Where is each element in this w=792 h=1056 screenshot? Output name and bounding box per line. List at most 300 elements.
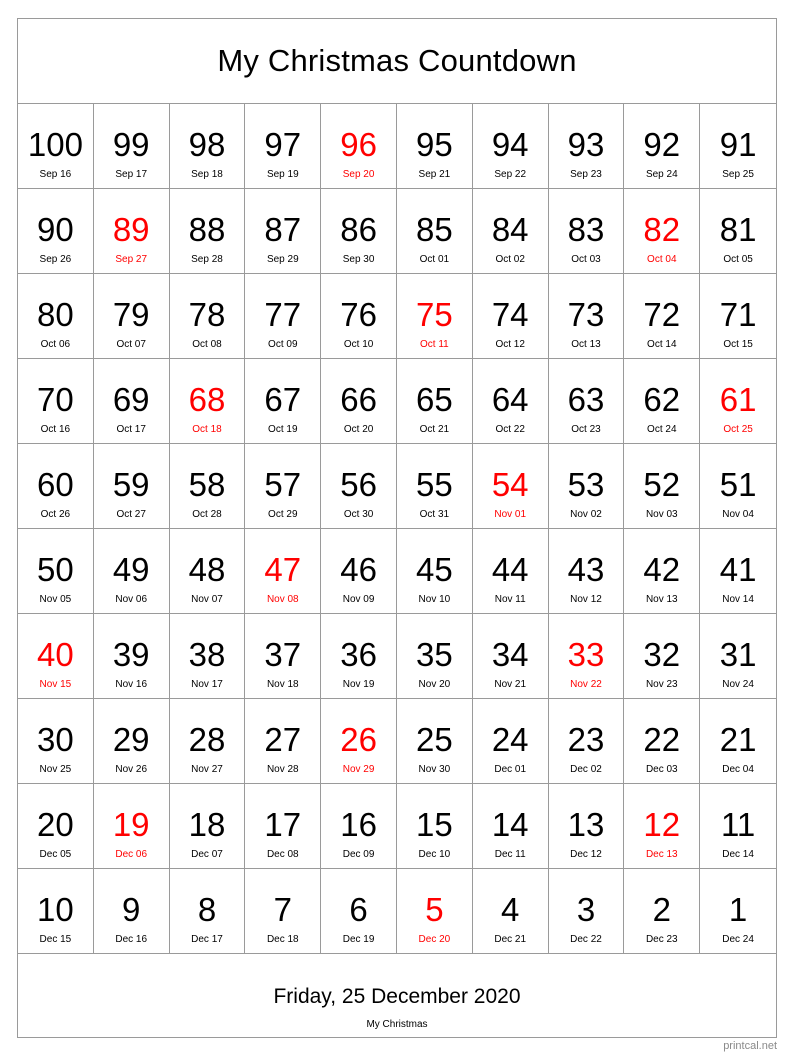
- christmas-date: Friday, 25 December 2020: [273, 985, 521, 1008]
- days-remaining-number: 23: [567, 721, 605, 758]
- countdown-cell: [18, 869, 94, 954]
- days-remaining-number: 80: [37, 296, 74, 333]
- cell-date-label: Nov 20: [418, 679, 451, 690]
- cell-date-label: Nov 22: [570, 679, 602, 690]
- days-remaining-number: 100: [27, 126, 83, 163]
- footer-label: My Christmas: [366, 1019, 428, 1030]
- cell-date-label: Sep 25: [722, 169, 754, 180]
- days-remaining-number: 42: [643, 551, 681, 588]
- days-remaining-number: 99: [112, 126, 150, 163]
- countdown-cell: [94, 869, 170, 954]
- countdown-cell: [624, 699, 700, 784]
- countdown-cell: [18, 699, 94, 784]
- cell-date-label: Dec 10: [418, 849, 451, 860]
- countdown-cell: [321, 359, 397, 444]
- days-remaining-number: 29: [112, 721, 150, 758]
- days-remaining-number: 12: [643, 806, 681, 843]
- days-remaining-number: 30: [37, 721, 74, 758]
- cell-date-label: Oct 25: [723, 424, 753, 435]
- days-remaining-number: 1: [728, 891, 748, 928]
- countdown-cell: [18, 529, 94, 614]
- countdown-cell: [170, 444, 246, 529]
- countdown-cell: [18, 444, 94, 529]
- countdown-cell: [94, 699, 170, 784]
- cell-date-label: Oct 21: [419, 424, 450, 435]
- countdown-cell: [170, 529, 246, 614]
- countdown-cell: [245, 529, 321, 614]
- cell-date-label: Sep 29: [266, 254, 299, 265]
- days-remaining-number: 24: [491, 721, 529, 758]
- countdown-cell: [321, 444, 397, 529]
- countdown-cell: [549, 189, 625, 274]
- days-remaining-number: 77: [264, 296, 302, 333]
- countdown-cell: [624, 189, 700, 274]
- cell-date-label: Sep 19: [266, 169, 299, 180]
- days-remaining-number: 89: [112, 211, 150, 248]
- days-remaining-number: 10: [37, 891, 74, 928]
- days-remaining-number: 20: [37, 806, 74, 843]
- countdown-cell: [94, 784, 170, 869]
- countdown-cell: [624, 274, 700, 359]
- days-remaining-number: 37: [264, 636, 302, 673]
- cell-date-label: Dec 16: [115, 934, 148, 945]
- days-remaining-number: 82: [643, 211, 681, 248]
- countdown-cell: [549, 359, 625, 444]
- days-remaining-number: 76: [340, 296, 377, 333]
- cell-date-label: Dec 20: [418, 934, 451, 945]
- countdown-cell: [397, 189, 473, 274]
- cell-date-label: Nov 26: [115, 764, 148, 775]
- countdown-cell: [473, 104, 549, 189]
- countdown-cell: [549, 784, 625, 869]
- cell-date-label: Oct 26: [40, 509, 71, 520]
- cell-date-label: Nov 05: [39, 594, 72, 605]
- days-remaining-number: 17: [264, 806, 302, 843]
- countdown-cell: [245, 614, 321, 699]
- days-remaining-number: 74: [491, 296, 529, 333]
- days-remaining-number: 28: [188, 721, 226, 758]
- countdown-cell: [700, 189, 776, 274]
- cell-date-label: Dec 19: [342, 934, 375, 945]
- cell-date-label: Dec 23: [645, 934, 678, 945]
- days-remaining-number: 98: [188, 126, 226, 163]
- cell-date-label: Nov 23: [645, 679, 678, 690]
- cell-date-label: Nov 19: [342, 679, 375, 690]
- countdown-cell: [94, 444, 170, 529]
- days-remaining-number: 40: [37, 636, 74, 673]
- countdown-cell: [473, 699, 549, 784]
- cell-date-label: Nov 27: [191, 764, 223, 775]
- countdown-cell: [321, 784, 397, 869]
- days-remaining-number: 63: [567, 381, 605, 418]
- cell-date-label: Nov 29: [342, 764, 375, 775]
- cell-date-label: Sep 24: [645, 169, 678, 180]
- cell-date-label: Oct 14: [647, 339, 677, 350]
- days-remaining-number: 64: [491, 381, 529, 418]
- countdown-cell: [170, 614, 246, 699]
- countdown-cell: [18, 104, 94, 189]
- cell-date-label: Oct 15: [723, 339, 753, 350]
- cell-date-label: Sep 30: [342, 254, 375, 265]
- countdown-cell: [397, 104, 473, 189]
- countdown-cell: [473, 189, 549, 274]
- countdown-cell: [473, 614, 549, 699]
- countdown-cell: [321, 104, 397, 189]
- days-remaining-number: 46: [340, 551, 377, 588]
- cell-date-label: Oct 19: [268, 424, 298, 435]
- countdown-cell: [170, 189, 246, 274]
- cell-date-label: Dec 07: [191, 849, 223, 860]
- countdown-grid: [18, 104, 776, 954]
- countdown-cell: [473, 869, 549, 954]
- countdown-cell: [18, 614, 94, 699]
- countdown-cell: [700, 359, 776, 444]
- days-remaining-number: 59: [112, 466, 150, 503]
- days-remaining-number: 85: [416, 211, 453, 248]
- cell-date-label: Nov 10: [418, 594, 451, 605]
- countdown-cell: [700, 104, 776, 189]
- countdown-cell: [700, 274, 776, 359]
- days-remaining-number: 47: [264, 551, 302, 588]
- countdown-cell: [397, 614, 473, 699]
- cell-date-label: Dec 13: [645, 849, 678, 860]
- days-remaining-number: 71: [719, 296, 757, 333]
- cell-date-label: Sep 23: [570, 169, 602, 180]
- days-remaining-number: 49: [112, 551, 150, 588]
- cell-date-label: Oct 03: [571, 254, 601, 265]
- cell-date-label: Oct 18: [192, 424, 222, 435]
- countdown-cell: [94, 359, 170, 444]
- cell-date-label: Oct 10: [343, 339, 374, 350]
- cell-date-label: Nov 04: [722, 509, 754, 520]
- cell-date-label: Nov 12: [570, 594, 602, 605]
- cell-date-label: Sep 28: [191, 254, 223, 265]
- days-remaining-number: 22: [643, 721, 681, 758]
- countdown-cell: [245, 699, 321, 784]
- days-remaining-number: 11: [720, 806, 756, 843]
- days-remaining-number: 8: [197, 891, 217, 928]
- days-remaining-number: 27: [264, 721, 302, 758]
- days-remaining-number: 13: [567, 806, 605, 843]
- cell-date-label: Nov 11: [494, 594, 526, 605]
- days-remaining-number: 15: [416, 806, 453, 843]
- countdown-cell: [473, 784, 549, 869]
- cell-date-label: Sep 27: [115, 254, 148, 265]
- countdown-cell: [321, 274, 397, 359]
- cell-date-label: Dec 15: [39, 934, 72, 945]
- cell-date-label: Dec 01: [494, 764, 527, 775]
- countdown-cell: [94, 614, 170, 699]
- calendar-header: [18, 19, 776, 104]
- cell-date-label: Sep 26: [39, 254, 72, 265]
- countdown-cell: [700, 869, 776, 954]
- cell-date-label: Dec 09: [342, 849, 375, 860]
- countdown-cell: [94, 104, 170, 189]
- days-remaining-number: 34: [491, 636, 529, 673]
- cell-date-label: Dec 06: [115, 849, 148, 860]
- days-remaining-number: 70: [37, 381, 74, 418]
- countdown-cell: [473, 529, 549, 614]
- days-remaining-number: 21: [719, 721, 757, 758]
- days-remaining-number: 66: [340, 381, 377, 418]
- countdown-cell: [473, 444, 549, 529]
- days-remaining-number: 5: [425, 891, 444, 928]
- countdown-calendar: [17, 18, 777, 1038]
- days-remaining-number: 19: [112, 806, 150, 843]
- cell-date-label: Nov 30: [418, 764, 451, 775]
- cell-date-label: Oct 05: [723, 254, 753, 265]
- days-remaining-number: 52: [643, 466, 681, 503]
- days-remaining-number: 93: [567, 126, 605, 163]
- cell-date-label: Oct 23: [571, 424, 601, 435]
- cell-date-label: Nov 01: [494, 509, 527, 520]
- days-remaining-number: 67: [264, 381, 302, 418]
- cell-date-label: Sep 20: [342, 169, 375, 180]
- cell-date-label: Oct 07: [116, 339, 146, 350]
- days-remaining-number: 92: [643, 126, 681, 163]
- countdown-cell: [245, 359, 321, 444]
- countdown-cell: [397, 784, 473, 869]
- countdown-cell: [170, 104, 246, 189]
- cell-date-label: Oct 29: [268, 509, 298, 520]
- cell-date-label: Nov 28: [266, 764, 299, 775]
- cell-date-label: Nov 02: [570, 509, 602, 520]
- days-remaining-number: 55: [416, 466, 453, 503]
- countdown-cell: [549, 529, 625, 614]
- countdown-cell: [473, 274, 549, 359]
- cell-date-label: Dec 17: [191, 934, 223, 945]
- cell-date-label: Oct 17: [116, 424, 146, 435]
- countdown-cell: [245, 104, 321, 189]
- days-remaining-number: 61: [719, 381, 757, 418]
- days-remaining-number: 86: [340, 211, 377, 248]
- days-remaining-number: 90: [37, 211, 74, 248]
- countdown-cell: [624, 444, 700, 529]
- days-remaining-number: 44: [491, 551, 529, 588]
- days-remaining-number: 7: [273, 891, 292, 928]
- cell-date-label: Oct 01: [419, 254, 450, 265]
- cell-date-label: Dec 08: [266, 849, 299, 860]
- days-remaining-number: 14: [491, 806, 529, 843]
- cell-date-label: Nov 09: [342, 594, 375, 605]
- days-remaining-number: 68: [188, 381, 226, 418]
- cell-date-label: Dec 05: [39, 849, 72, 860]
- days-remaining-number: 87: [264, 211, 302, 248]
- cell-date-label: Dec 11: [494, 849, 526, 860]
- days-remaining-number: 32: [643, 636, 681, 673]
- countdown-cell: [549, 699, 625, 784]
- days-remaining-number: 62: [643, 381, 681, 418]
- countdown-cell: [397, 699, 473, 784]
- days-remaining-number: 69: [112, 381, 150, 418]
- days-remaining-number: 38: [188, 636, 226, 673]
- countdown-cell: [624, 104, 700, 189]
- cell-date-label: Dec 18: [266, 934, 299, 945]
- days-remaining-number: 18: [188, 806, 226, 843]
- countdown-cell: [321, 529, 397, 614]
- countdown-cell: [700, 444, 776, 529]
- countdown-cell: [397, 444, 473, 529]
- countdown-cell: [18, 784, 94, 869]
- days-remaining-number: 78: [188, 296, 226, 333]
- days-remaining-number: 84: [491, 211, 529, 248]
- countdown-cell: [397, 869, 473, 954]
- days-remaining-number: 60: [37, 466, 74, 503]
- cell-date-label: Nov 03: [645, 509, 678, 520]
- cell-date-label: Dec 14: [722, 849, 754, 860]
- cell-date-label: Sep 16: [39, 169, 72, 180]
- countdown-cell: [94, 189, 170, 274]
- days-remaining-number: 72: [643, 296, 681, 333]
- days-remaining-number: 51: [719, 466, 757, 503]
- days-remaining-number: 9: [122, 891, 141, 928]
- cell-date-label: Sep 21: [418, 169, 451, 180]
- days-remaining-number: 48: [188, 551, 226, 588]
- cell-date-label: Oct 27: [116, 509, 146, 520]
- days-remaining-number: 31: [719, 636, 757, 673]
- days-remaining-number: 36: [340, 636, 377, 673]
- cell-date-label: Oct 22: [495, 424, 525, 435]
- days-remaining-number: 56: [340, 466, 377, 503]
- countdown-cell: [397, 274, 473, 359]
- cell-date-label: Dec 12: [570, 849, 602, 860]
- cell-date-label: Nov 16: [115, 679, 148, 690]
- cell-date-label: Nov 18: [266, 679, 299, 690]
- cell-date-label: Oct 11: [420, 339, 449, 350]
- days-remaining-number: 39: [112, 636, 150, 673]
- cell-date-label: Oct 13: [571, 339, 601, 350]
- cell-date-label: Sep 22: [494, 169, 527, 180]
- cell-date-label: Oct 02: [495, 254, 525, 265]
- countdown-cell: [397, 529, 473, 614]
- cell-date-label: Oct 24: [647, 424, 677, 435]
- countdown-cell: [245, 274, 321, 359]
- days-remaining-number: 65: [416, 381, 453, 418]
- countdown-cell: [700, 614, 776, 699]
- days-remaining-number: 96: [340, 126, 377, 163]
- countdown-cell: [624, 359, 700, 444]
- days-remaining-number: 16: [340, 806, 377, 843]
- days-remaining-number: 41: [719, 551, 757, 588]
- countdown-cell: [170, 699, 246, 784]
- countdown-cell: [18, 274, 94, 359]
- days-remaining-number: 4: [501, 891, 520, 928]
- countdown-cell: [245, 189, 321, 274]
- countdown-cell: [397, 359, 473, 444]
- cell-date-label: Dec 24: [722, 934, 754, 945]
- cell-date-label: Nov 25: [39, 764, 72, 775]
- days-remaining-number: 97: [264, 126, 302, 163]
- cell-date-label: Oct 31: [419, 509, 450, 520]
- cell-date-label: Dec 22: [570, 934, 602, 945]
- cell-date-label: Dec 21: [494, 934, 527, 945]
- countdown-cell: [18, 359, 94, 444]
- cell-date-label: Dec 03: [645, 764, 678, 775]
- days-remaining-number: 57: [264, 466, 302, 503]
- cell-date-label: Nov 24: [722, 679, 754, 690]
- countdown-cell: [321, 869, 397, 954]
- countdown-cell: [624, 529, 700, 614]
- days-remaining-number: 73: [567, 296, 605, 333]
- page-title: My Christmas Countdown: [217, 43, 577, 78]
- calendar-footer: [18, 954, 776, 1037]
- days-remaining-number: 6: [349, 891, 368, 928]
- countdown-cell: [18, 189, 94, 274]
- countdown-cell: [549, 614, 625, 699]
- days-remaining-number: 75: [416, 296, 453, 333]
- days-remaining-number: 3: [576, 891, 596, 928]
- cell-date-label: Sep 18: [191, 169, 223, 180]
- cell-date-label: Nov 07: [191, 594, 223, 605]
- days-remaining-number: 53: [567, 466, 605, 503]
- countdown-cell: [549, 104, 625, 189]
- days-remaining-number: 91: [719, 126, 757, 163]
- countdown-cell: [170, 359, 246, 444]
- days-remaining-number: 83: [567, 211, 605, 248]
- countdown-cell: [321, 614, 397, 699]
- days-remaining-number: 81: [719, 211, 757, 248]
- days-remaining-number: 35: [416, 636, 453, 673]
- cell-date-label: Sep 17: [115, 169, 148, 180]
- cell-date-label: Oct 16: [40, 424, 71, 435]
- cell-date-label: Oct 20: [343, 424, 374, 435]
- cell-date-label: Dec 02: [570, 764, 602, 775]
- countdown-cell: [170, 869, 246, 954]
- days-remaining-number: 95: [416, 126, 453, 163]
- cell-date-label: Nov 15: [39, 679, 72, 690]
- countdown-cell: [624, 869, 700, 954]
- cell-date-label: Oct 12: [495, 339, 525, 350]
- cell-date-label: Nov 08: [266, 594, 299, 605]
- cell-date-label: Oct 06: [40, 339, 71, 350]
- countdown-cell: [94, 529, 170, 614]
- days-remaining-number: 58: [188, 466, 226, 503]
- countdown-cell: [245, 444, 321, 529]
- countdown-cell: [473, 359, 549, 444]
- cell-date-label: Oct 30: [343, 509, 374, 520]
- cell-date-label: Nov 14: [722, 594, 754, 605]
- days-remaining-number: 45: [416, 551, 453, 588]
- cell-date-label: Dec 04: [722, 764, 754, 775]
- days-remaining-number: 88: [188, 211, 226, 248]
- days-remaining-number: 94: [491, 126, 529, 163]
- countdown-cell: [624, 784, 700, 869]
- countdown-cell: [321, 699, 397, 784]
- countdown-cell: [321, 189, 397, 274]
- countdown-cell: [245, 869, 321, 954]
- days-remaining-number: 79: [112, 296, 150, 333]
- countdown-cell: [700, 784, 776, 869]
- cell-date-label: Oct 04: [647, 254, 677, 265]
- cell-date-label: Oct 09: [268, 339, 298, 350]
- days-remaining-number: 26: [340, 721, 377, 758]
- site-watermark: printcal.net: [723, 1040, 777, 1052]
- cell-date-label: Oct 28: [192, 509, 222, 520]
- countdown-cell: [549, 444, 625, 529]
- days-remaining-number: 54: [491, 466, 529, 503]
- days-remaining-number: 50: [37, 551, 74, 588]
- days-remaining-number: 2: [652, 891, 671, 928]
- countdown-cell: [245, 784, 321, 869]
- countdown-cell: [700, 529, 776, 614]
- cell-date-label: Oct 08: [192, 339, 222, 350]
- countdown-cell: [549, 869, 625, 954]
- days-remaining-number: 43: [567, 551, 605, 588]
- cell-date-label: Nov 21: [494, 679, 527, 690]
- cell-date-label: Nov 06: [115, 594, 148, 605]
- countdown-cell: [700, 699, 776, 784]
- cell-date-label: Nov 13: [645, 594, 678, 605]
